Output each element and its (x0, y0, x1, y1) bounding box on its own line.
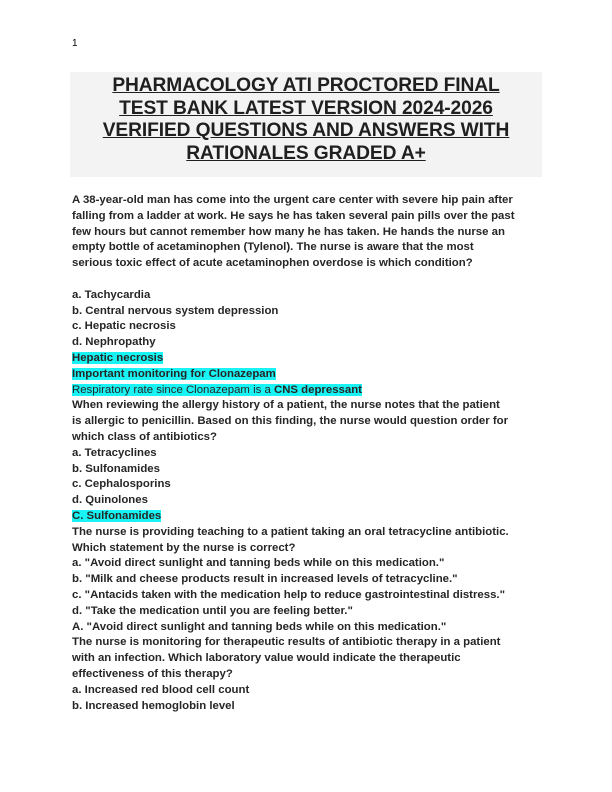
answer-option: c. Hepatic necrosis (72, 320, 176, 333)
question-stem-line: effectiveness of this therapy? (72, 667, 233, 680)
answer-option: c. "Antacids taken with the medication help to reduce gastrointestinal distress." (72, 588, 505, 601)
document-body (72, 193, 547, 714)
question-stem-line: which class of antibiotics? (72, 430, 217, 443)
answer-option: a. Tetracyclines (72, 446, 157, 459)
rationale-text: Respiratory rate since Clonazepam is a (72, 383, 274, 396)
answer-option: d. Quinolones (72, 494, 148, 507)
title-banner (70, 72, 542, 177)
question-stem-line: The nurse is providing teaching to a patient taking an oral tetracycline antibiotic. (72, 525, 509, 538)
title-line: TEST BANK LATEST VERSION 2024-2026 (119, 97, 493, 119)
spacer (72, 272, 547, 288)
question-stem-line: falling from a ladder at work. He says he has taken several pain pills over the past (72, 209, 515, 222)
page-number: 1 (72, 38, 78, 49)
answer-option: c. Cephalosporins (72, 478, 171, 491)
highlighted-rationale (72, 384, 362, 396)
answer-option: d. Nephropathy (72, 336, 156, 349)
document-title (70, 72, 542, 165)
highlighted-answer: C. Sulfonamides (72, 509, 162, 522)
question-stem-line: When reviewing the allergy history of a patient, the nurse notes that the patient (72, 399, 500, 412)
answer-line: A. "Avoid direct sunlight and tanning beds while on this medication." (72, 620, 447, 633)
question-stem-line: is allergic to penicillin. Based on this finding, the nurse would question order for (72, 415, 509, 428)
answer-option: b. Sulfonamides (72, 462, 160, 475)
answer-option: b. Increased hemoglobin level (72, 699, 235, 712)
answer-option: a. "Avoid direct sunlight and tanning beds while on this medication." (72, 557, 445, 570)
question-stem-line: few hours but cannot remember how many he has taken. He hands the nurse an (72, 225, 505, 238)
question-stem-line: A 38-year-old man has come into the urgent care center with severe hip pain after (72, 194, 513, 206)
question-stem-line: Which statement by the nurse is correct? (72, 541, 296, 554)
rationale-emphasis: CNS depressant (273, 383, 362, 396)
answer-option: b. Central nervous system depression (72, 304, 279, 317)
answer-option: a. Tachycardia (72, 288, 151, 301)
title-line: PHARMACOLOGY ATI PROCTORED FINAL (112, 75, 500, 96)
question-stem-line: serious toxic effect of acute acetaminophen overdose is which condition? (72, 257, 473, 270)
question-stem-line: The nurse is monitoring for therapeutic results of antibiotic therapy in a patient (72, 636, 501, 649)
title-line: RATIONALES GRADED A+ (186, 142, 426, 164)
highlighted-note-heading: Important monitoring for Clonazepam (72, 367, 276, 380)
answer-option: d. "Take the medication until you are feeling better." (72, 604, 353, 617)
title-line: VERIFIED QUESTIONS AND ANSWERS WITH (102, 120, 510, 141)
question-stem-line: empty bottle of acetaminophen (Tylenol). The nurse is aware that the most (72, 241, 474, 254)
highlighted-answer: Hepatic necrosis (72, 351, 164, 364)
answer-option: b. "Milk and cheese products result in increased levels of tetracycline." (72, 573, 458, 586)
question-stem-line: with an infection. Which laboratory value would indicate the therapeutic (72, 652, 461, 665)
answer-option: a. Increased red blood cell count (72, 683, 250, 696)
